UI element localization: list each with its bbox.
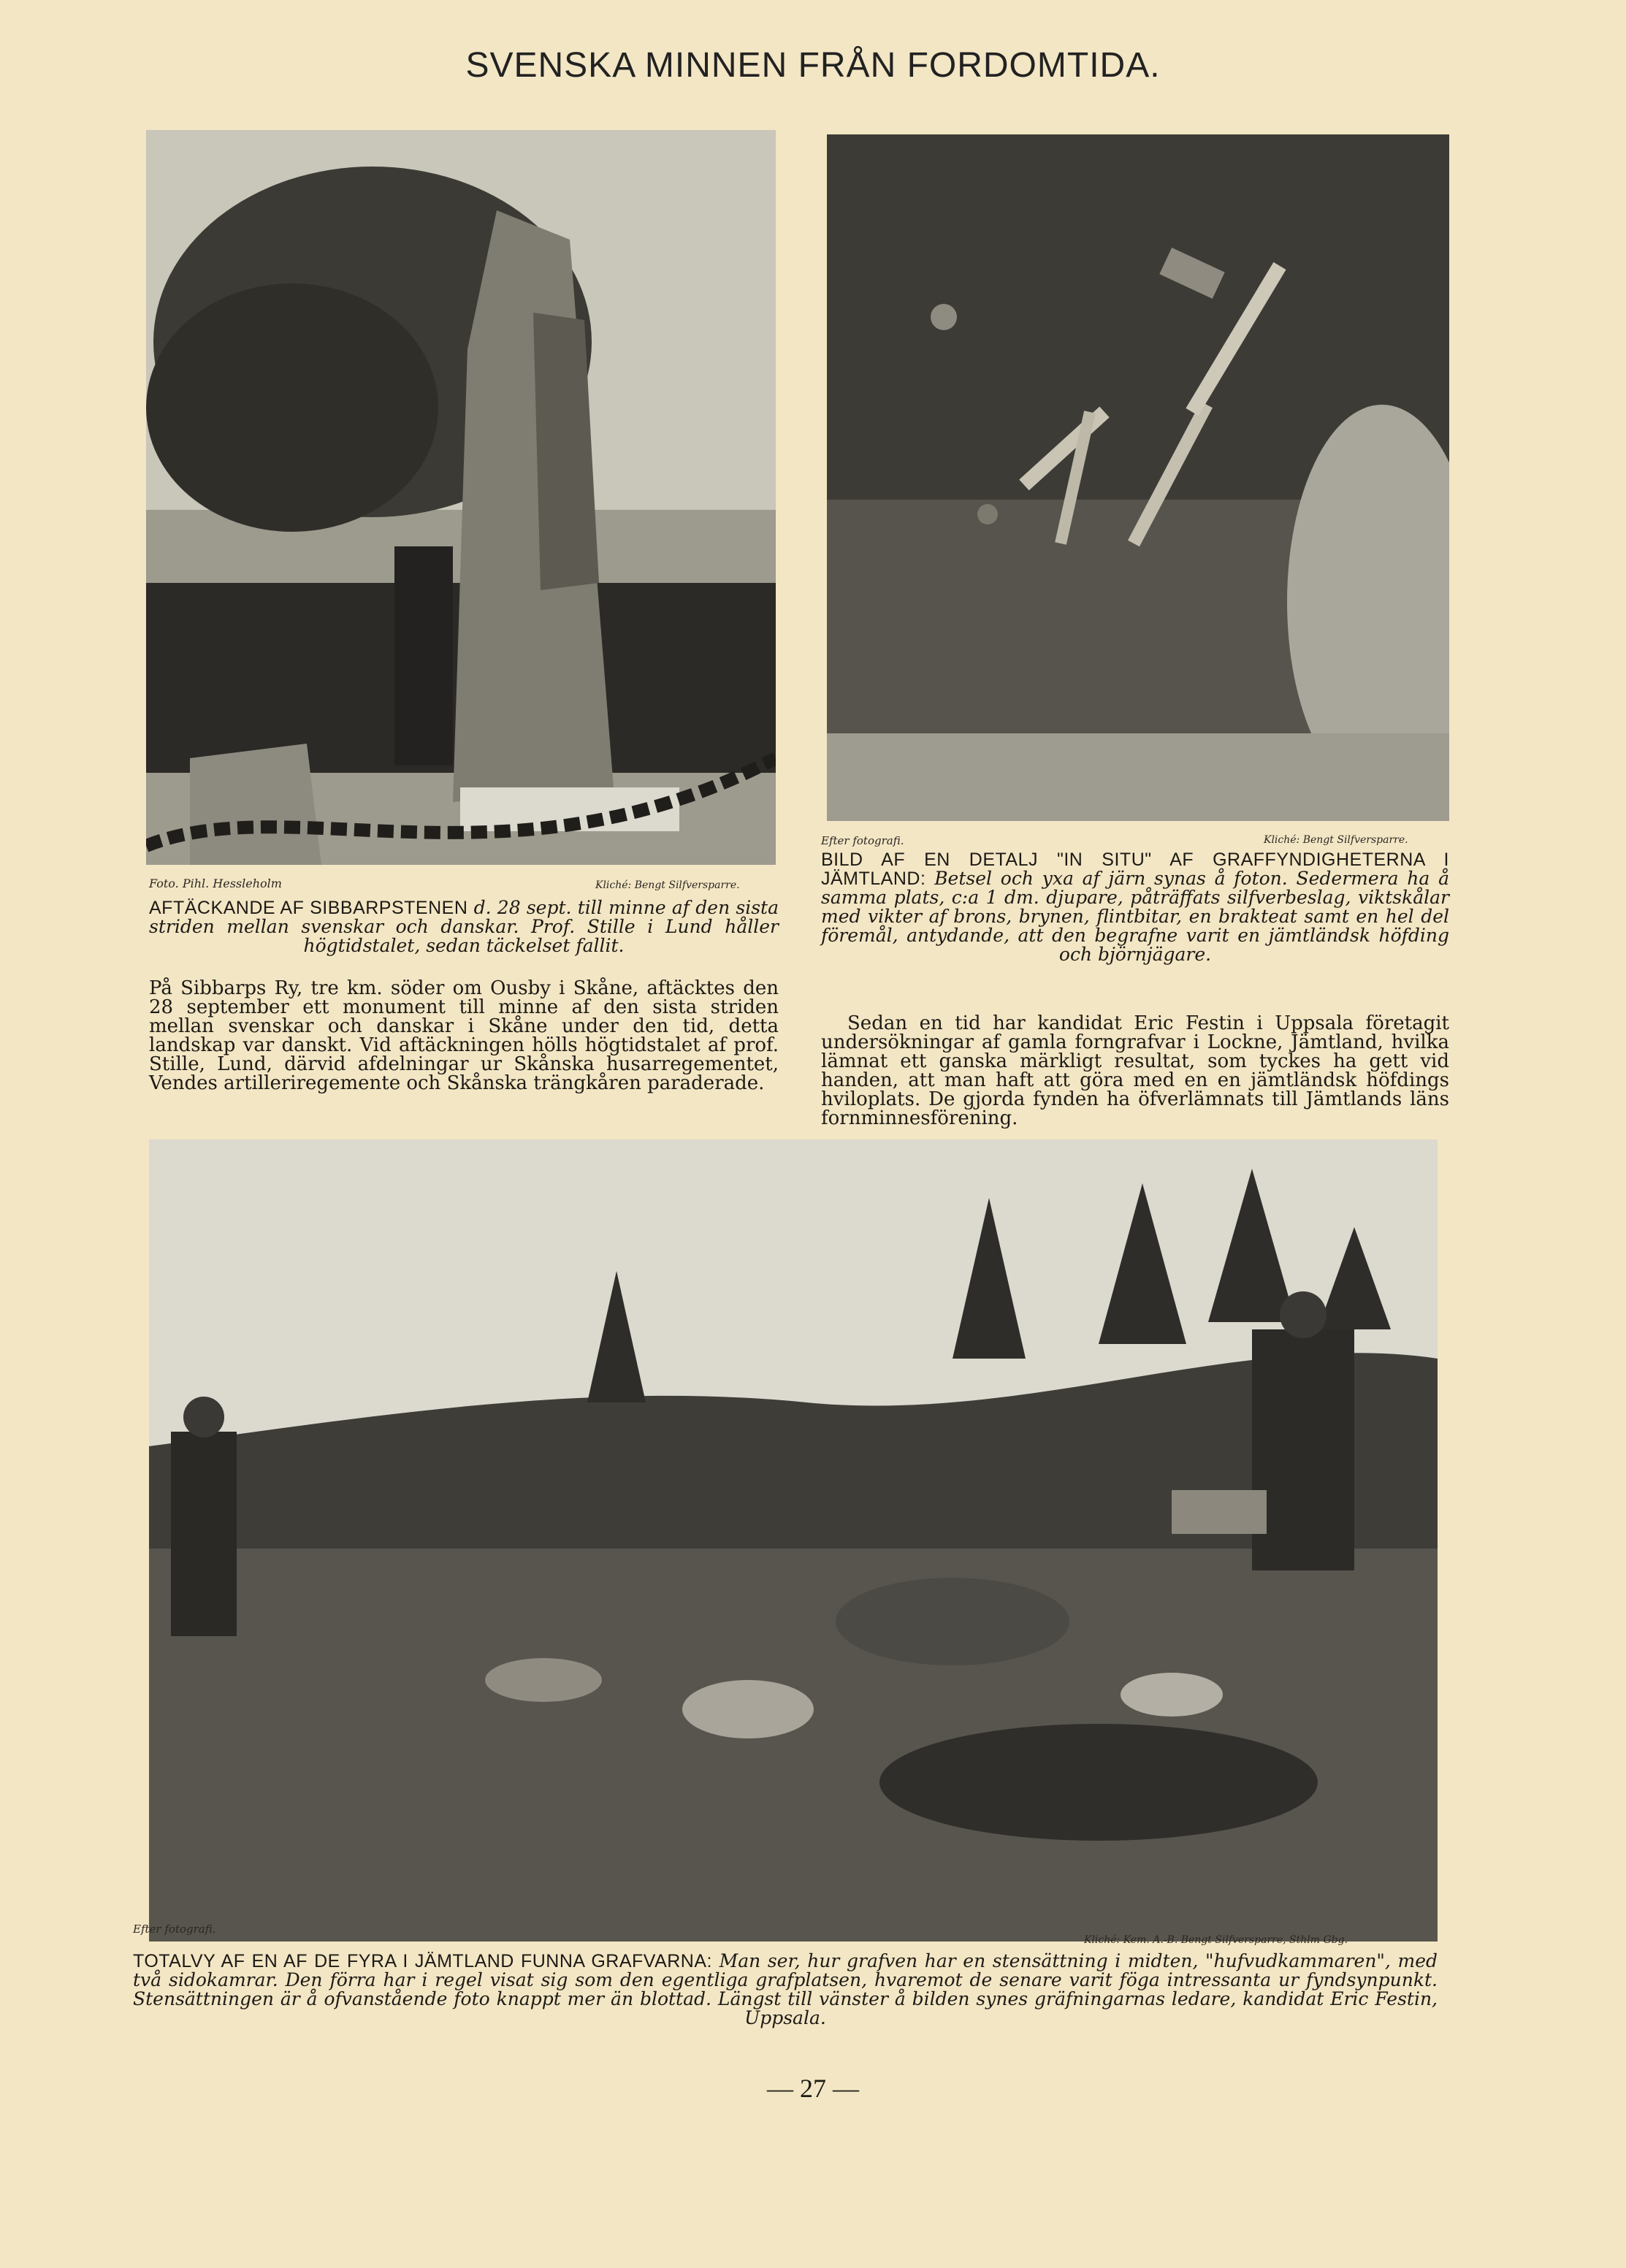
photo-grave-overview	[149, 1139, 1438, 1941]
photo-grave-detail	[827, 134, 1449, 821]
photo-credit-left: Efter fotografi.	[821, 834, 904, 847]
caption-italic-text: d. 28 sept. till minne af den sista striden mellan svenskar och danskar. Prof. Stille i Lund håller högtidstalet, sedan täckelset fallit.	[149, 897, 779, 956]
caption-jamtland	[821, 850, 1449, 964]
photo-sibbarp-monument	[146, 130, 776, 865]
article-lead: På Sibbarps Ry,	[149, 977, 303, 999]
article-body: tre km. söder om Ousby i Skåne, aftäcktes den 28 september ett monument till minne af den sista striden mellan svenskar och danskar i Skåne under den tid, detta landskap var danskt. Vid aftäckningen hölls högtidstalet af prof. Stille, Lund, därvid afdelningar ur Skånska husarregementet, Vendes artilleriregemente och Skånska trängkåren paraderade.	[149, 977, 779, 1094]
photo-credit-left: Efter fotografi.	[133, 1923, 216, 1936]
caption-totalvy	[133, 1952, 1438, 2028]
page-number: — 27 —	[767, 2074, 859, 2103]
caption-sibbarp	[149, 898, 779, 955]
caption-heading: AFTÄCKANDE AF SIBBARPSTENEN	[149, 898, 468, 918]
photo-credit-right: Kliché: Kem. A.-B. Bengt Silfversparre, Sthlm Gbg.	[1084, 1934, 1348, 1946]
article-body: Sedan en tid har kandidat Eric Festin i Uppsala företagit undersökningar af gamla forngrafvar i Lockne, Jämtland, hvilka lämnat ett ganska märkligt resultat, som tyckes ha gett vid handen, att man haft att göra med en en jämtländsk höfdings hviloplats. De gjorda fynden ha öfverlämnats till Jämtlands läns fornminnesförening.	[821, 1012, 1449, 1129]
article-jamtland	[821, 1014, 1449, 1128]
photo-credit-right: Kliché: Bengt Silfversparre.	[1264, 834, 1408, 846]
caption-heading: BILD AF EN DETALJ "IN SITU" AF GRAFFYNDIGHETERNA I JÄMTLAND:	[821, 849, 1449, 889]
page-header-title: SVENSKA MINNEN FRÅN FORDOMTIDA.	[465, 46, 1161, 85]
caption-italic-text: Betsel och yxa af järn synas å foton. Sedermera ha å samma plats, c:a 1 dm. djupare, påträffats silfverbeslag, viktskålar med vikter af brons, brynen, flintbitar, en brakteat samt en hel del föremål, antydande, att den begrafne varit en jämtländsk höfding och björnjägare.	[821, 868, 1449, 965]
caption-heading: TOTALVY AF EN AF DE FYRA I JÄMTLAND FUNNA GRAFVARNA:	[133, 1951, 712, 1971]
caption-italic-text: Man ser, hur grafven har en stensättning i midten, "hufvudkammaren", med två sidokamrar. Den förra har i regel visat sig som den egentliga grafplatsen, hvaremot de senare varit föga intressanta ur fyndsynpunkt. Stensättningen är å ofvanstående foto knappt mer än blottad. Längst till vänster å bilden synes gräfningarnas ledare, kandidat Eric Festin, Uppsala.	[133, 1950, 1438, 2028]
photo-credit-left: Foto. Pihl. Hessleholm	[149, 877, 282, 890]
article-sibbarp	[149, 979, 779, 1093]
photo-credit-right: Kliché: Bengt Silfversparre.	[595, 879, 740, 891]
